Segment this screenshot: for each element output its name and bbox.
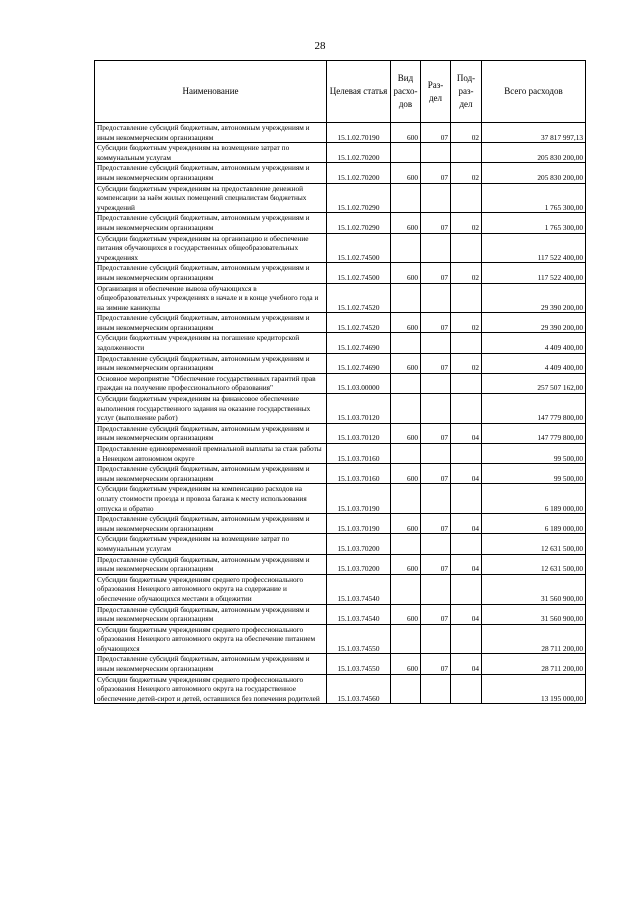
row-name: Предоставление субсидий бюджетным, автономным учреждениям и иным некоммерческим организациям [95,654,327,674]
row-subsection: 02 [451,263,482,283]
row-section: 07 [421,514,451,534]
row-section: 07 [421,263,451,283]
row-total: 147 779 800,00 [482,394,586,424]
row-subsection [451,373,482,393]
row-name: Предоставление субсидий бюджетным, автономным учреждениям и иным некоммерческим организациям [95,353,327,373]
row-target: 15.1.03.74550 [327,654,391,674]
row-type [391,183,421,213]
table-row [95,163,586,183]
table-row [95,143,586,163]
row-target: 15.1.03.70160 [327,444,391,464]
row-name: Субсидии бюджетным учреждениям среднего профессионального образования Ненецкого автономного округа на государственное обеспечение детей-сирот и детей, оставшихся без попечения родителей [95,674,327,704]
row-type [391,444,421,464]
table-row [95,233,586,263]
row-subsection: 02 [451,163,482,183]
row-subsection: 02 [451,213,482,233]
row-name: Субсидии бюджетным учреждениям на погашение кредиторской задолженности [95,333,327,353]
row-subsection [451,283,482,313]
row-subsection: 04 [451,423,482,443]
row-name: Предоставление субсидий бюджетным, автономным учреждениям и иным некоммерческим организациям [95,514,327,534]
row-name: Предоставление субсидий бюджетным, автономным учреждениям и иным некоммерческим организациям [95,313,327,333]
row-type [391,484,421,514]
row-type [391,333,421,353]
table-row [95,574,586,604]
row-target: 15.1.02.74500 [327,263,391,283]
row-name: Субсидии бюджетным учреждениям на предоставление денежной компенсации за наём жилых помещений специалистам бюджетных учреждений [95,183,327,213]
row-name: Предоставление субсидий бюджетным, автономным учреждениям и иным некоммерческим организациям [95,163,327,183]
row-section: 07 [421,464,451,484]
table-row [95,654,586,674]
row-target: 15.1.02.70200 [327,163,391,183]
header-type: Вид расхо-дов [391,61,421,123]
row-name: Предоставление субсидий бюджетным, автономным учреждениям и иным некоммерческим организациям [95,213,327,233]
row-type [391,283,421,313]
row-type: 600 [391,163,421,183]
row-target: 15.1.03.70190 [327,514,391,534]
row-target: 15.1.03.70190 [327,484,391,514]
row-total: 37 817 997,13 [482,123,586,143]
row-target: 15.1.03.74560 [327,674,391,704]
row-name: Субсидии бюджетным учреждениям на возмещение затрат по коммунальным услугам [95,143,327,163]
row-total: 205 830 200,00 [482,163,586,183]
table-row [95,283,586,313]
row-section: 07 [421,213,451,233]
table-row [95,514,586,534]
table-row [95,373,586,393]
row-name: Предоставление субсидий бюджетным, автономным учреждениям и иным некоммерческим организациям [95,263,327,283]
row-target: 15.1.03.70120 [327,423,391,443]
row-section: 07 [421,123,451,143]
row-subsection: 04 [451,654,482,674]
row-section: 07 [421,163,451,183]
row-target: 15.1.02.74500 [327,233,391,263]
row-type [391,624,421,654]
header-total: Всего расходов [482,61,586,123]
row-type: 600 [391,423,421,443]
row-total: 28 711 200,00 [482,654,586,674]
row-section [421,484,451,514]
header-subsection: Под-раз-дел [451,61,482,123]
row-target: 15.1.02.74690 [327,353,391,373]
row-total: 99 500,00 [482,444,586,464]
table-row [95,333,586,353]
row-subsection: 02 [451,353,482,373]
row-target: 15.1.03.70200 [327,554,391,574]
table-row [95,423,586,443]
row-type [391,394,421,424]
table-header-row [95,61,586,123]
row-subsection: 02 [451,313,482,333]
row-type [391,574,421,604]
row-subsection: 04 [451,514,482,534]
row-name: Организация и обеспечение вывоза обучающихся в общеобразовательных учреждениях в начале и в конце учебного года и на зимние каникулы [95,283,327,313]
row-section: 07 [421,353,451,373]
row-section [421,183,451,213]
row-section: 07 [421,423,451,443]
row-subsection [451,624,482,654]
row-section: 07 [421,654,451,674]
row-total: 31 560 900,00 [482,574,586,604]
row-type: 600 [391,123,421,143]
row-name: Субсидии бюджетным учреждениям среднего профессионального образования Ненецкого автономного округа на обеспечение питанием обучающихся [95,624,327,654]
row-name: Субсидии бюджетным учреждениям на компенсацию расходов на оплату стоимости проезда и провоза багажа к месту использования отпуска и обратно [95,484,327,514]
row-type [391,233,421,263]
table-row [95,313,586,333]
row-subsection [451,233,482,263]
row-subsection: 04 [451,464,482,484]
row-total: 29 390 200,00 [482,313,586,333]
row-section [421,394,451,424]
row-name: Предоставление субсидий бюджетным, автономным учреждениям и иным некоммерческим организациям [95,604,327,624]
row-total: 4 409 400,00 [482,333,586,353]
row-type [391,674,421,704]
row-section: 07 [421,554,451,574]
row-name: Основное мероприятие "Обеспечение государственных гарантий прав граждан на получение профессионального образования" [95,373,327,393]
table-row [95,624,586,654]
row-subsection [451,143,482,163]
row-section [421,624,451,654]
row-subsection [451,183,482,213]
row-type: 600 [391,654,421,674]
row-type: 600 [391,263,421,283]
table-row [95,554,586,574]
row-total: 117 522 400,00 [482,263,586,283]
row-name: Субсидии бюджетным учреждениям на возмещение затрат по коммунальным услугам [95,534,327,554]
row-section [421,574,451,604]
row-target: 15.1.02.74690 [327,333,391,353]
row-name: Субсидии бюджетным учреждениям среднего профессионального образования Ненецкого автономного округа на содержание и обеспечение обучающихся местами в общежитии [95,574,327,604]
row-target: 15.1.02.70200 [327,143,391,163]
row-subsection [451,333,482,353]
row-total: 147 779 800,00 [482,423,586,443]
row-type: 600 [391,604,421,624]
header-section: Раз-дел [421,61,451,123]
row-type: 600 [391,514,421,534]
row-target: 15.1.03.70200 [327,534,391,554]
row-subsection: 04 [451,604,482,624]
table-row [95,484,586,514]
row-total: 31 560 900,00 [482,604,586,624]
table-row [95,604,586,624]
row-total: 99 500,00 [482,464,586,484]
row-total: 6 189 000,00 [482,484,586,514]
page-number: 28 [314,40,326,52]
row-type [391,534,421,554]
row-type [391,373,421,393]
row-total: 12 631 500,00 [482,534,586,554]
table-row [95,534,586,554]
row-target: 15.1.03.00000 [327,373,391,393]
row-section: 07 [421,313,451,333]
row-total: 205 830 200,00 [482,143,586,163]
row-subsection [451,674,482,704]
row-type: 600 [391,353,421,373]
row-name: Предоставление субсидий бюджетным, автономным учреждениям и иным некоммерческим организациям [95,423,327,443]
row-section [421,143,451,163]
row-subsection: 04 [451,554,482,574]
row-section [421,233,451,263]
table-row [95,353,586,373]
row-section [421,373,451,393]
row-total: 117 522 400,00 [482,233,586,263]
row-subsection [451,444,482,464]
row-name: Субсидии бюджетным учреждениям на организацию и обеспечение питания обучающихся в государственных общеобразовательных учреждениях [95,233,327,263]
row-target: 15.1.02.74520 [327,313,391,333]
row-total: 1 765 300,00 [482,183,586,213]
table-row [95,123,586,143]
row-section [421,444,451,464]
row-target: 15.1.02.74520 [327,283,391,313]
row-target: 15.1.03.70160 [327,464,391,484]
row-subsection [451,574,482,604]
row-type: 600 [391,313,421,333]
row-section [421,534,451,554]
row-name: Субсидии бюджетным учреждениям на финансовое обеспечение выполнения государственного задания на оказание государственных услуг (выполнение работ) [95,394,327,424]
header-name: Наименование [95,61,327,123]
row-type: 600 [391,554,421,574]
row-target: 15.1.03.74540 [327,604,391,624]
table-row [95,263,586,283]
row-subsection: 02 [451,123,482,143]
row-name: Предоставление субсидий бюджетным, автономным учреждениям и иным некоммерческим организациям [95,464,327,484]
row-target: 15.1.02.70290 [327,183,391,213]
row-type: 600 [391,464,421,484]
row-total: 28 711 200,00 [482,624,586,654]
table-row [95,213,586,233]
row-target: 15.1.02.70190 [327,123,391,143]
row-subsection [451,484,482,514]
row-target: 15.1.03.74540 [327,574,391,604]
row-total: 257 507 162,00 [482,373,586,393]
row-total: 29 390 200,00 [482,283,586,313]
row-name: Предоставление субсидий бюджетным, автономным учреждениям и иным некоммерческим организациям [95,554,327,574]
table-row [95,444,586,464]
row-subsection [451,394,482,424]
table-row [95,464,586,484]
row-total: 1 765 300,00 [482,213,586,233]
table-row [95,183,586,213]
row-name: Предоставление единовременной премиальной выплаты за стаж работы в Ненецком автономном округе [95,444,327,464]
table-row [95,674,586,704]
row-section [421,333,451,353]
row-target: 15.1.03.70120 [327,394,391,424]
row-target: 15.1.02.70290 [327,213,391,233]
row-type: 600 [391,213,421,233]
row-subsection [451,534,482,554]
row-total: 4 409 400,00 [482,353,586,373]
row-target: 15.1.03.74550 [327,624,391,654]
row-total: 6 189 000,00 [482,514,586,534]
row-section [421,674,451,704]
row-section [421,283,451,313]
row-total: 13 195 000,00 [482,674,586,704]
budget-table [94,60,586,704]
table-body [95,123,586,704]
row-total: 12 631 500,00 [482,554,586,574]
row-section: 07 [421,604,451,624]
row-type [391,143,421,163]
row-name: Предоставление субсидий бюджетным, автономным учреждениям и иным некоммерческим организациям [95,123,327,143]
table-row [95,394,586,424]
header-target: Целевая статья [327,61,391,123]
